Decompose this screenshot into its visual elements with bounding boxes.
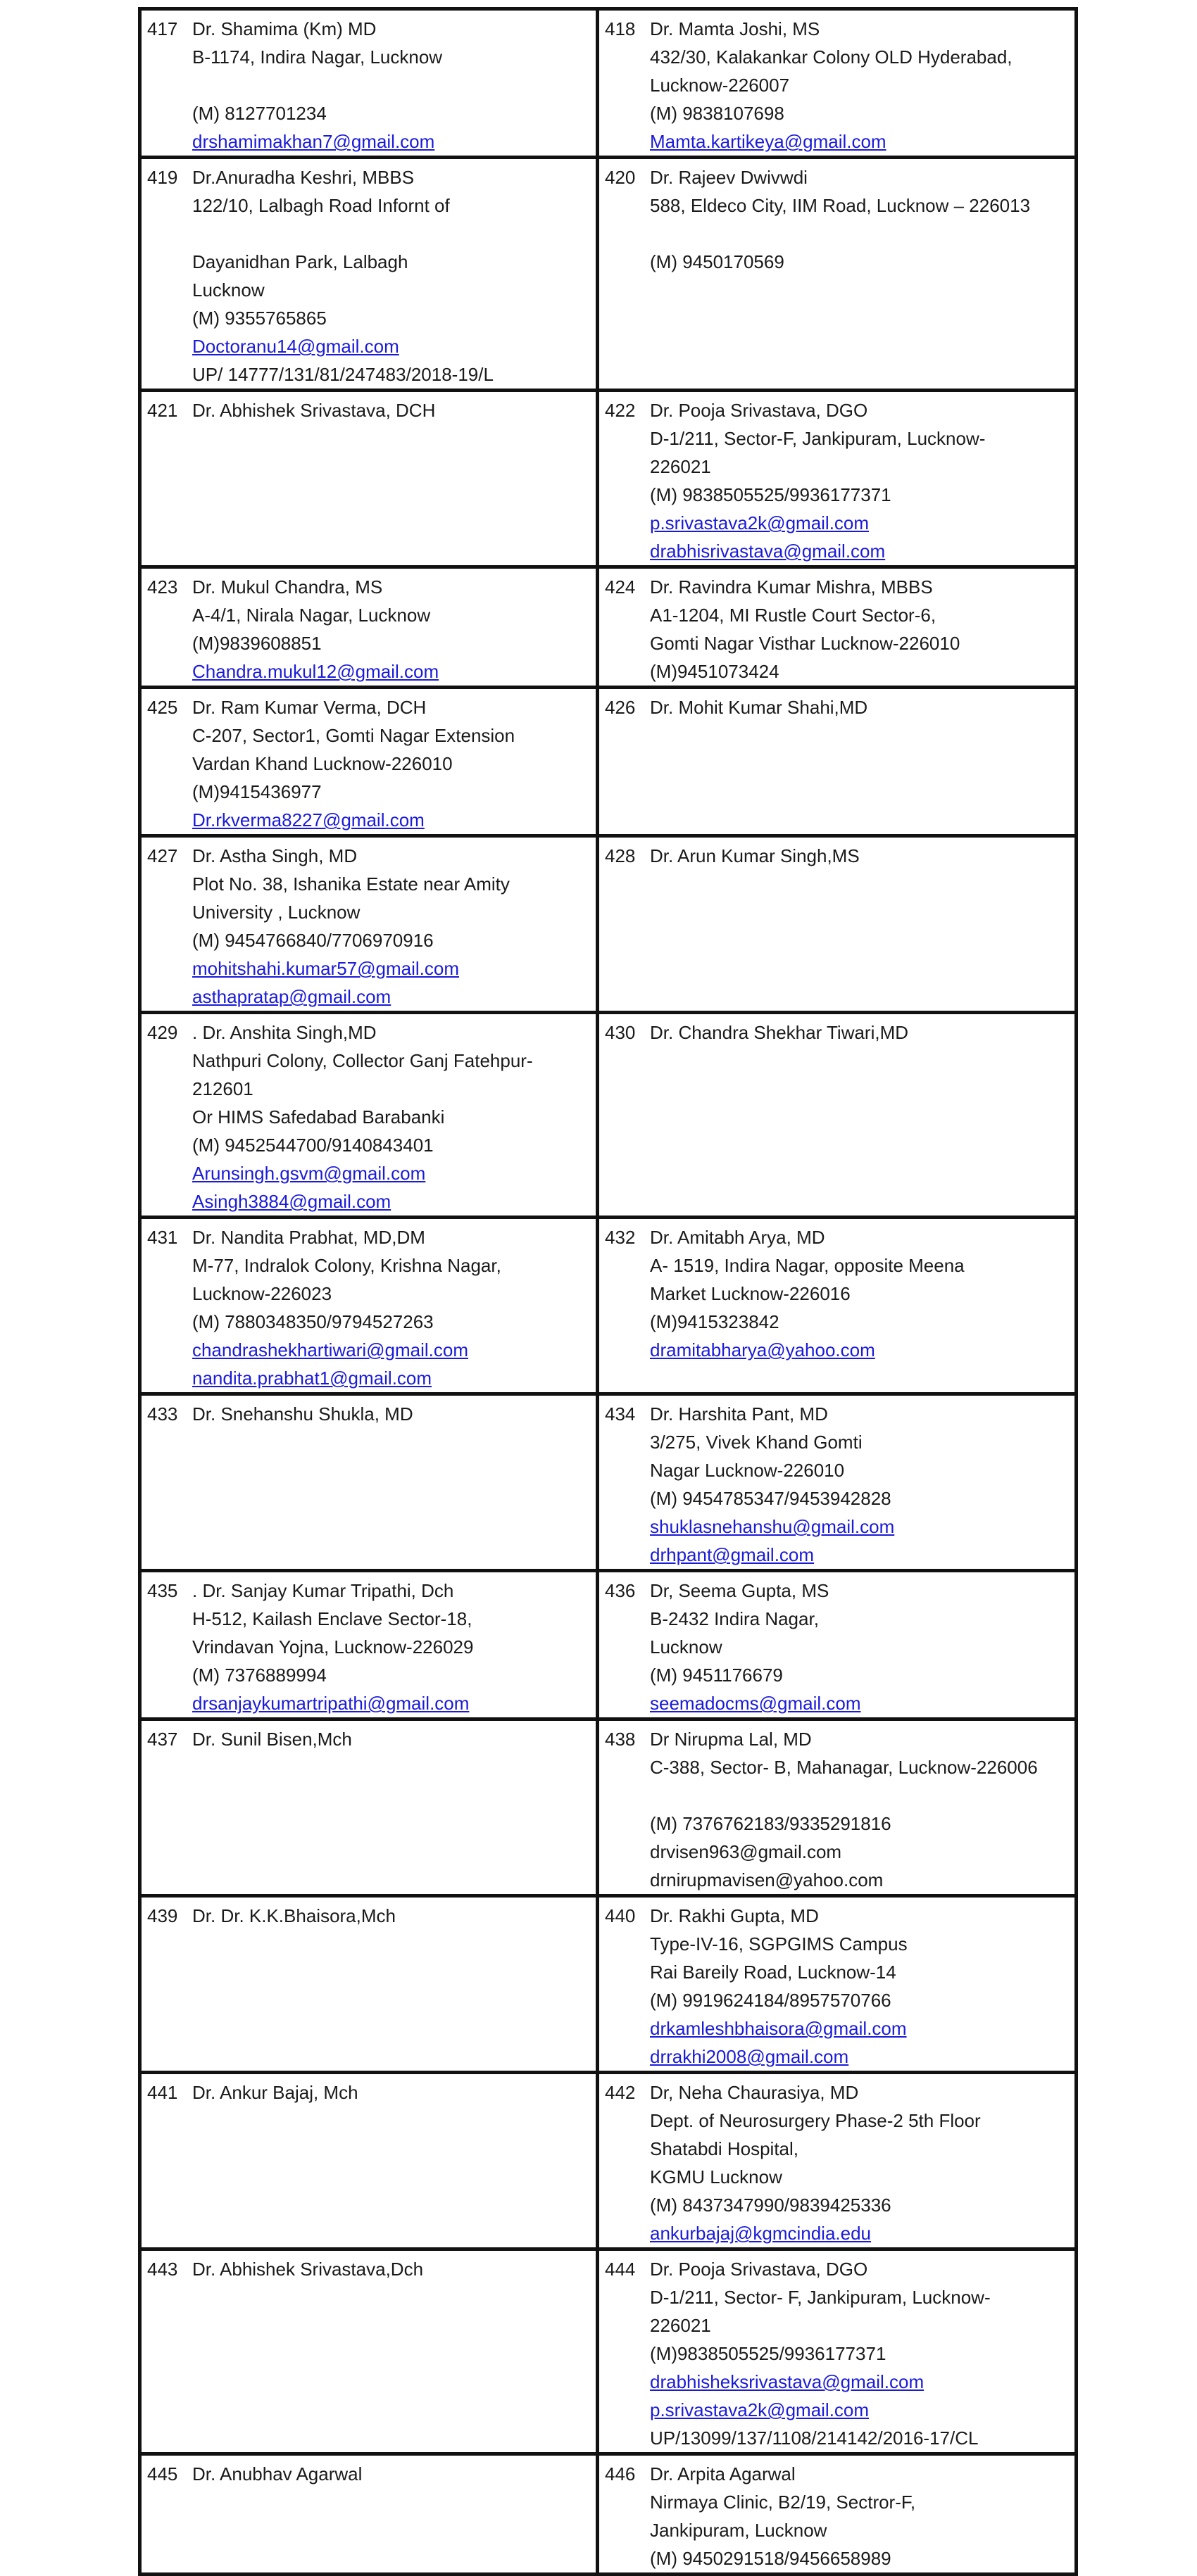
entry-line: Dr. Mamta Joshi, MS xyxy=(650,18,820,39)
entry-line: H-512, Kailash Enclave Sector-18, xyxy=(192,1608,472,1629)
entry-cell xyxy=(140,1719,598,1896)
entry-line: UP/13099/137/1108/214142/2016-17/CL xyxy=(650,2427,979,2449)
entry-line: Dr.Anuradha Keshri, MBBS xyxy=(192,167,415,188)
entry-details xyxy=(192,396,584,424)
email-link[interactable]: p.srivastava2k@gmail.com xyxy=(650,512,870,533)
entry-cell xyxy=(140,1571,598,1719)
entry-line: B-1174, Indira Nagar, Lucknow xyxy=(192,46,443,68)
entry-number: 427 xyxy=(147,845,178,866)
entry-cell xyxy=(598,567,1077,688)
entry-cell xyxy=(140,567,598,688)
entry-line: drnirupmavisen@yahoo.com xyxy=(650,1869,884,1890)
entry-line: Dept. of Neurosurgery Phase-2 5th Floor xyxy=(650,2110,981,2131)
entry-number: 418 xyxy=(605,18,636,39)
entry-line: Type-IV-16, SGPGIMS Campus xyxy=(650,1933,908,1955)
entry-cell xyxy=(140,2454,598,2575)
entry-line: (M) 9454785347/9453942828 xyxy=(650,1488,891,1509)
entry-cell xyxy=(140,9,598,158)
entry-line: Or HIMS Safedabad Barabanki xyxy=(192,1106,445,1128)
entry-cell xyxy=(598,2249,1077,2454)
email-link[interactable]: shuklasnehanshu@gmail.com xyxy=(650,1516,895,1537)
entry-line: Market Lucknow-226016 xyxy=(650,1283,851,1304)
entry-line: Dr. Mohit Kumar Shahi,MD xyxy=(650,697,868,718)
directory-table-body xyxy=(140,9,1077,2575)
entry-line: Dr. Arun Kumar Singh,MS xyxy=(650,845,860,866)
email-link[interactable]: Chandra.mukul12@gmail.com xyxy=(192,661,439,682)
entry-number: 436 xyxy=(605,1580,636,1601)
entry-details xyxy=(650,693,1063,721)
entry-details xyxy=(192,842,584,1011)
entry-number: 432 xyxy=(605,1227,636,1248)
entry-details xyxy=(192,1223,584,1392)
entry-cell xyxy=(598,1571,1077,1719)
entry-line: D-1/211, Sector- F, Jankipuram, Lucknow- xyxy=(650,2287,991,2308)
entry-number: 428 xyxy=(605,845,636,866)
entry-line: (M) 9838505525/9936177371 xyxy=(650,484,891,505)
entry-line: (M)9451073424 xyxy=(650,661,779,682)
entry-details xyxy=(650,1223,1063,1364)
entry-line: C-207, Sector1, Gomti Nagar Extension xyxy=(192,725,515,746)
email-link[interactable]: Dr.rkverma8227@gmail.com xyxy=(192,809,425,831)
entry-line: Vrindavan Yojna, Lucknow-226029 xyxy=(192,1636,474,1658)
entry-line: A1-1204, MI Rustle Court Sector-6, xyxy=(650,605,936,626)
entry-line: (M)9838505525/9936177371 xyxy=(650,2343,886,2364)
entry-line: University , Lucknow xyxy=(192,902,361,923)
table-row xyxy=(140,9,1077,158)
email-link[interactable]: Doctoranu14@gmail.com xyxy=(192,336,399,357)
entry-number: 438 xyxy=(605,1729,636,1750)
entry-line: Dr. Amitabh Arya, MD xyxy=(650,1227,825,1248)
entry-line: UP/ 14777/131/81/247483/2018-19/L xyxy=(192,364,494,385)
email-link[interactable]: Mamta.kartikeya@gmail.com xyxy=(650,131,886,152)
entry-details xyxy=(650,1577,1063,1717)
email-link[interactable]: drshamimakhan7@gmail.com xyxy=(192,131,435,152)
email-link[interactable]: drsanjaykumartripathi@gmail.com xyxy=(192,1693,470,1714)
entry-line: 122/10, Lalbagh Road Infornt of xyxy=(192,195,450,216)
entry-line: Dr. Astha Singh, MD xyxy=(192,845,358,866)
entry-details xyxy=(192,1400,584,1428)
entry-line: Nirmaya Clinic, B2/19, Sectror-F, xyxy=(650,2492,916,2513)
entry-line: Dr. Abhishek Srivastava, DCH xyxy=(192,400,436,421)
entry-number: 420 xyxy=(605,167,636,188)
table-row xyxy=(140,2073,1077,2249)
entry-details xyxy=(650,2460,1063,2572)
entry-details xyxy=(192,693,584,834)
entry-details xyxy=(650,2255,1063,2452)
entry-line: Gomti Nagar Visthar Lucknow-226010 xyxy=(650,633,960,654)
entry-line: Lucknow xyxy=(192,279,265,301)
entry-details xyxy=(650,1400,1063,1569)
email-link[interactable]: Asingh3884@gmail.com xyxy=(192,1191,391,1212)
entry-cell xyxy=(598,1013,1077,1218)
entry-line: Rai Bareily Road, Lucknow-14 xyxy=(650,1962,896,1983)
entry-line: Dr Nirupma Lal, MD xyxy=(650,1729,812,1750)
entry-line: C-388, Sector- B, Mahanagar, Lucknow-226006 xyxy=(650,1757,1038,1778)
entry-number: 434 xyxy=(605,1403,636,1425)
entry-line: (M) 9450170569 xyxy=(650,251,784,272)
entry-cell xyxy=(598,1218,1077,1394)
entry-number: 442 xyxy=(605,2082,636,2103)
entry-cell xyxy=(140,158,598,391)
entry-line: (M) 9919624184/8957570766 xyxy=(650,1990,891,2011)
entry-cell xyxy=(140,688,598,836)
entry-cell xyxy=(140,1218,598,1394)
entry-number: 437 xyxy=(147,1729,178,1750)
entry-details xyxy=(650,1018,1063,1047)
entry-number: 441 xyxy=(147,2082,178,2103)
entry-line: (M)9415436977 xyxy=(192,781,322,802)
entry-line: 588, Eldeco City, IIM Road, Lucknow – 226013 xyxy=(650,195,1031,216)
email-link[interactable]: nandita.prabhat1@gmail.com xyxy=(192,1368,432,1389)
table-row xyxy=(140,2249,1077,2454)
entry-line: Dr. Pooja Srivastava, DGO xyxy=(650,400,868,421)
entry-details xyxy=(650,1725,1063,1894)
entry-line: Jankipuram, Lucknow xyxy=(650,2520,827,2541)
entry-line: Vardan Khand Lucknow-226010 xyxy=(192,753,453,774)
entry-details xyxy=(650,1902,1063,2071)
entry-number: 424 xyxy=(605,576,636,598)
email-link[interactable]: chandrashekhartiwari@gmail.com xyxy=(192,1339,468,1360)
entry-line: KGMU Lucknow xyxy=(650,2166,782,2187)
entry-details xyxy=(192,1577,584,1717)
entry-details xyxy=(192,1018,584,1216)
entry-line: Dr, Neha Chaurasiya, MD xyxy=(650,2082,859,2103)
entry-details xyxy=(650,163,1063,276)
entry-cell xyxy=(598,1719,1077,1896)
entry-line: (M)9415323842 xyxy=(650,1311,779,1332)
entry-cell xyxy=(140,836,598,1013)
entry-number: 419 xyxy=(147,167,178,188)
entry-number: 426 xyxy=(605,697,636,718)
entry-line xyxy=(192,220,584,248)
entry-line: 3/275, Vivek Khand Gomti xyxy=(650,1432,863,1453)
entry-number: 433 xyxy=(147,1403,178,1425)
entry-line: Lucknow-226023 xyxy=(192,1283,332,1304)
entry-line: drvisen963@gmail.com xyxy=(650,1841,842,1862)
entry-number: 440 xyxy=(605,1905,636,1926)
entry-number: 430 xyxy=(605,1022,636,1043)
table-row xyxy=(140,1571,1077,1719)
email-link[interactable]: drabhisheksrivastava@gmail.com xyxy=(650,2371,925,2392)
entry-line: Nathpuri Colony, Collector Ganj Fatehpur- xyxy=(192,1050,533,1071)
entry-line: Plot No. 38, Ishanika Estate near Amity xyxy=(192,873,510,895)
entry-line: (M) 9450291518/9456658989 xyxy=(650,2548,891,2569)
entry-number: 421 xyxy=(147,400,178,421)
entry-line: Dr. Harshita Pant, MD xyxy=(650,1403,828,1425)
entry-line: 212601 xyxy=(192,1078,253,1099)
entry-line: (M) 9355765865 xyxy=(192,308,327,329)
entry-line: . Dr. Anshita Singh,MD xyxy=(192,1022,377,1043)
entry-cell xyxy=(140,2073,598,2249)
entry-line: B-2432 Indira Nagar, xyxy=(650,1608,819,1629)
entry-details xyxy=(650,2078,1063,2247)
entry-line: (M) 9454766840/7706970916 xyxy=(192,930,434,951)
email-link[interactable]: Arunsingh.gsvm@gmail.com xyxy=(192,1163,426,1184)
entry-line: Dayanidhan Park, Lalbagh xyxy=(192,251,408,272)
entry-line: (M)9839608851 xyxy=(192,633,322,654)
entry-details xyxy=(650,396,1063,565)
entry-number: 431 xyxy=(147,1227,178,1248)
entry-cell xyxy=(140,1896,598,2073)
entry-details xyxy=(192,15,584,156)
email-link[interactable]: seemadocms@gmail.com xyxy=(650,1693,861,1714)
entry-line: (M) 7376889994 xyxy=(192,1665,327,1686)
entry-line: Dr. Rakhi Gupta, MD xyxy=(650,1905,819,1926)
entry-number: 422 xyxy=(605,400,636,421)
table-row xyxy=(140,2454,1077,2575)
entry-line: Dr. Ravindra Kumar Mishra, MBBS xyxy=(650,576,933,598)
entry-number: 417 xyxy=(147,18,178,39)
entry-line: Dr. Sunil Bisen,Mch xyxy=(192,1729,352,1750)
entry-line xyxy=(650,1781,1063,1810)
entry-line: A-4/1, Nirala Nagar, Lucknow xyxy=(192,605,431,626)
entry-details xyxy=(192,2255,584,2283)
table-row xyxy=(140,836,1077,1013)
entry-cell xyxy=(598,9,1077,158)
entry-line: Dr. Rajeev Dwivwdi xyxy=(650,167,808,188)
email-link[interactable]: dramitabharya@yahoo.com xyxy=(650,1339,875,1360)
entry-line: (M) 8437347990/9839425336 xyxy=(650,2195,891,2216)
entry-number: 429 xyxy=(147,1022,178,1043)
entry-details xyxy=(650,842,1063,870)
table-row xyxy=(140,1394,1077,1571)
entry-cell xyxy=(140,391,598,567)
email-link[interactable]: drkamleshbhaisora@gmail.com xyxy=(650,2018,907,2039)
entry-details xyxy=(192,1725,584,1753)
table-row xyxy=(140,1013,1077,1218)
entry-line: M-77, Indralok Colony, Krishna Nagar, xyxy=(192,1255,501,1276)
entry-line: (M) 7376762183/9335291816 xyxy=(650,1813,891,1834)
entry-line: Dr. Snehanshu Shukla, MD xyxy=(192,1403,413,1425)
table-row xyxy=(140,688,1077,836)
entry-number: 446 xyxy=(605,2463,636,2485)
table-row xyxy=(140,391,1077,567)
email-link[interactable]: ankurbajaj@kgmcindia.edu xyxy=(650,2223,872,2244)
entry-line: Dr. Ankur Bajaj, Mch xyxy=(192,2082,358,2103)
entry-details xyxy=(192,2460,584,2488)
entry-line: Shatabdi Hospital, xyxy=(650,2138,799,2159)
entry-cell xyxy=(598,1394,1077,1571)
entry-line xyxy=(650,220,1063,248)
entry-line: (M) 9838107698 xyxy=(650,103,784,124)
table-row xyxy=(140,1218,1077,1394)
entry-number: 444 xyxy=(605,2259,636,2280)
entry-number: 443 xyxy=(147,2259,178,2280)
entry-line: A- 1519, Indira Nagar, opposite Meena xyxy=(650,1255,965,1276)
entry-cell xyxy=(140,2249,598,2454)
entry-cell xyxy=(598,688,1077,836)
entry-details xyxy=(650,15,1063,156)
entry-cell xyxy=(598,836,1077,1013)
email-link[interactable]: drabhisrivastava@gmail.com xyxy=(650,541,886,562)
entry-line: 226021 xyxy=(650,2315,711,2336)
entry-line: . Dr. Sanjay Kumar Tripathi, Dch xyxy=(192,1580,454,1601)
entry-line: Dr, Seema Gupta, MS xyxy=(650,1580,829,1601)
entry-number: 439 xyxy=(147,1905,178,1926)
entry-details xyxy=(192,1902,584,1930)
table-row xyxy=(140,158,1077,391)
table-row xyxy=(140,1719,1077,1896)
entry-number: 445 xyxy=(147,2463,178,2485)
entry-line: Nagar Lucknow-226010 xyxy=(650,1460,845,1481)
email-link[interactable]: asthapratap@gmail.com xyxy=(192,986,391,1007)
entry-details xyxy=(192,573,584,686)
entry-number: 423 xyxy=(147,576,178,598)
entry-details xyxy=(650,573,1063,686)
entry-number: 435 xyxy=(147,1580,178,1601)
entry-line: D-1/211, Sector-F, Jankipuram, Lucknow- xyxy=(650,428,986,449)
entry-line: Dr. Pooja Srivastava, DGO xyxy=(650,2259,868,2280)
email-link[interactable]: drrakhi2008@gmail.com xyxy=(650,2046,849,2067)
entry-line: Lucknow-226007 xyxy=(650,75,790,96)
email-link[interactable]: p.srivastava2k@gmail.com xyxy=(650,2399,870,2420)
email-link[interactable]: mohitshahi.kumar57@gmail.com xyxy=(192,958,459,979)
entry-line: (M) 8127701234 xyxy=(192,103,327,124)
table-row xyxy=(140,1896,1077,2073)
entry-line: Dr. Nandita Prabhat, MD,DM xyxy=(192,1227,425,1248)
entry-line: (M) 9452544700/9140843401 xyxy=(192,1135,434,1156)
entry-line: Dr. Chandra Shekhar Tiwari,MD xyxy=(650,1022,909,1043)
entry-line: (M) 7880348350/9794527263 xyxy=(192,1311,434,1332)
entry-line xyxy=(192,71,584,99)
table-row xyxy=(140,567,1077,688)
entry-details xyxy=(192,2078,584,2107)
entry-line: Lucknow xyxy=(650,1636,722,1658)
entry-cell xyxy=(140,1013,598,1218)
entry-cell xyxy=(598,158,1077,391)
entry-line: Dr. Anubhav Agarwal xyxy=(192,2463,363,2485)
entry-line: Dr. Shamima (Km) MD xyxy=(192,18,377,39)
entry-cell xyxy=(598,2454,1077,2575)
entry-cell xyxy=(598,2073,1077,2249)
directory-table xyxy=(138,7,1078,2576)
entry-cell xyxy=(140,1394,598,1571)
entry-cell xyxy=(598,1896,1077,2073)
entry-cell xyxy=(598,391,1077,567)
entry-line: (M) 9451176679 xyxy=(650,1665,783,1686)
entry-line: Dr. Mukul Chandra, MS xyxy=(192,576,383,598)
entry-line: Dr. Arpita Agarwal xyxy=(650,2463,796,2485)
email-link[interactable]: drhpant@gmail.com xyxy=(650,1544,815,1565)
entry-line: Dr. Abhishek Srivastava,Dch xyxy=(192,2259,424,2280)
entry-line: 226021 xyxy=(650,456,711,477)
entry-line: Dr. Dr. K.K.Bhaisora,Mch xyxy=(192,1905,396,1926)
entry-number: 425 xyxy=(147,697,178,718)
entry-line: Dr. Ram Kumar Verma, DCH xyxy=(192,697,427,718)
entry-details xyxy=(192,163,584,389)
entry-line: 432/30, Kalakankar Colony OLD Hyderabad, xyxy=(650,46,1013,68)
